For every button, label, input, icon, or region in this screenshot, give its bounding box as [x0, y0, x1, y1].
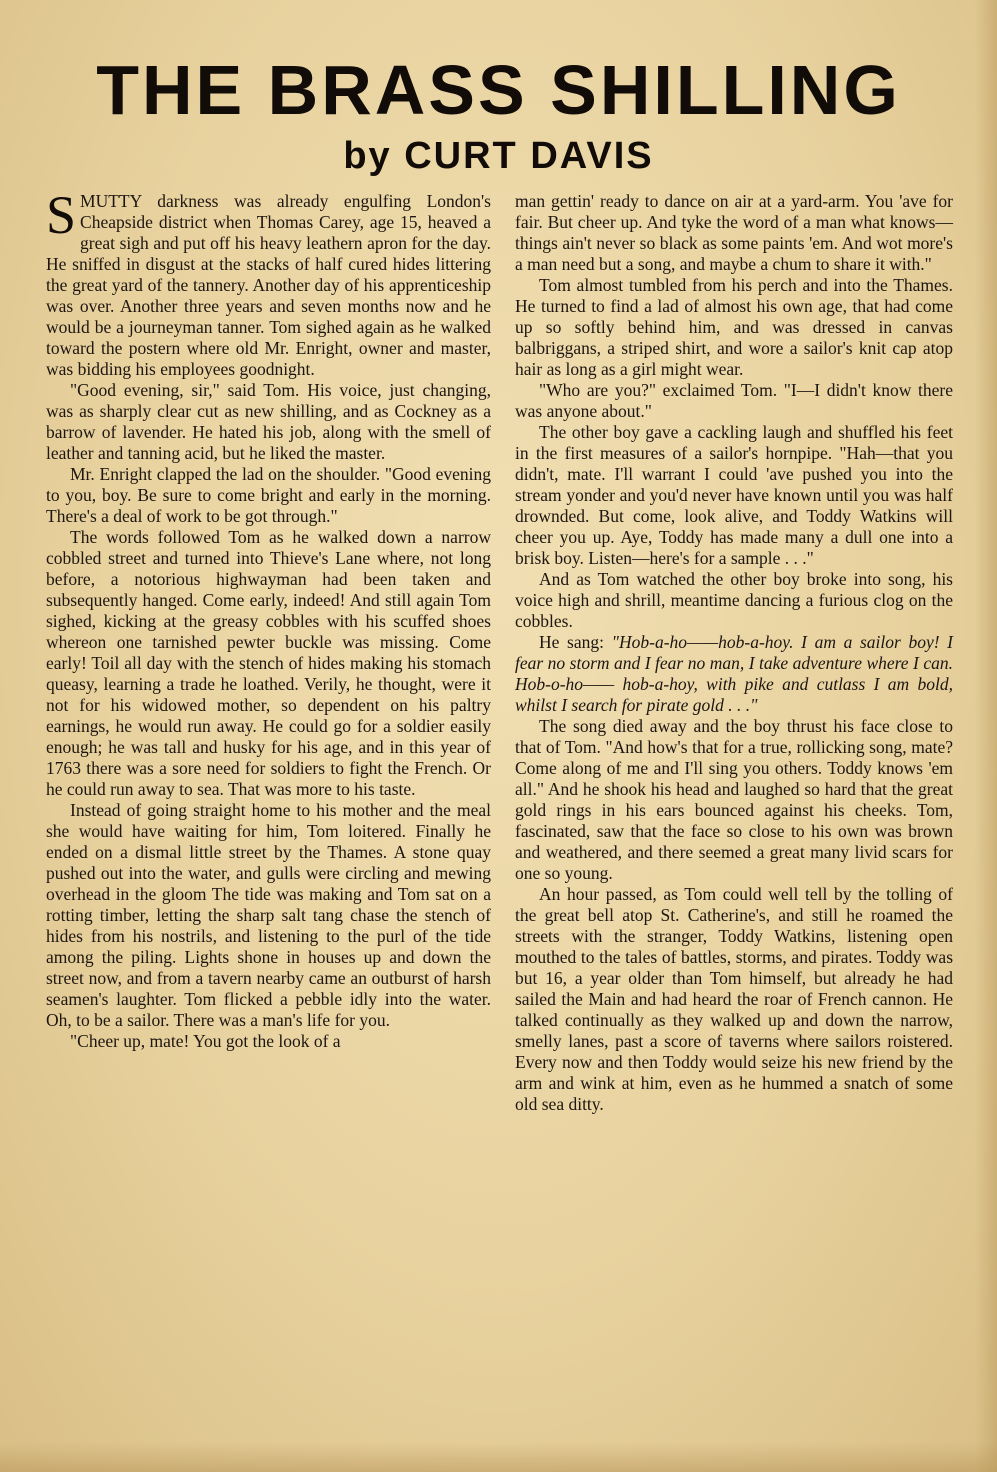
paragraph: "Good evening, sir," said Tom. His voice, just changing, was as sharply clear cut as new shilling, and as Cockney as a barrow of lavender. He hated his job, along with the smell of leather and tanning acid, but he liked the master. [46, 380, 491, 463]
page-bottom-shadow [0, 1442, 997, 1472]
page-edge-shadow [975, 0, 997, 1472]
song-lyrics: "Hob-a-ho——hob-a-hoy. I am a sailor boy! I fear no storm and I fear no man, I take adventure where I can. Hob-o-ho—— hob-a-hoy, with pike and cutlass I am bold, whilst I search for pirate gold . . ." [515, 632, 953, 715]
paragraph: The words followed Tom as he walked down a narrow cobbled street and turned into Thieve's Lane where, not long before, a notorious highwayman had been taken and subsequently hanged. Come early, indeed! And still again Tom sighed, kicking at the greasy cobbles with his scuffed shoes whereon one tarnished pewter buckle was missing. Come early! Toil all day with the stench of hides making his stomach queasy, learning a trade he loathed. Verily, he thought, were it not for his widowed mother, so dependent on his paltry earnings, he would run away. He could go for a soldier easily enough; he was tall and husky for his age, and in this year of 1763 there was a sore need for soldiers to fight the French. Or he could run away to sea. That was more to his taste. [46, 527, 491, 799]
paragraph: And as Tom watched the other boy broke into song, his voice high and shrill, meantime dancing a furious clog on the cobbles. [515, 569, 953, 631]
paragraph: "Who are you?" exclaimed Tom. "I—I didn't know there was anyone about." [515, 380, 953, 421]
left-column [46, 185, 491, 1052]
paragraph-continued: man gettin' ready to dance on air at a yard-arm. You 'ave for fair. But cheer up. And tyke the word of a man what knows—things ain't never so black as some paints 'em. And wot more's a man need but a song, and maybe a chum to share it with." [515, 191, 953, 274]
drop-cap: S [46, 185, 77, 245]
story-title: THE BRASS SHILLING [96, 51, 901, 129]
paragraph: The song died away and the boy thrust his face close to that of Tom. "And how's that for a true, rollicking song, mate? Come along of me and I'll sing you others. Toddy knows 'em all." And he shook his head and laughed so hard that the great gold rings in his ears bounced against his cheeks. Tom, fascinated, saw that the face so close to his own was brown and weathered, and there seemed a great many livid scars for one so young. [515, 716, 953, 883]
right-column [515, 191, 953, 1115]
paragraph: Tom almost tumbled from his perch and into the Thames. He turned to find a lad of almost his own age, that had come up so softly behind him, and was dressed in canvas balbriggans, a striped shirt, and wore a sailor's knit cap atop hair as long as a girl might wear. [515, 275, 953, 379]
paragraph: The other boy gave a cackling laugh and shuffled his feet in the first measures of a sailor's hornpipe. "Hah—that you didn't, mate. I'll warrant I could 'ave pushed you into the stream yonder and you'd never have known until you was half drownded. But come, look alive, and Toddy Watkins will cheer you up. Aye, Toddy has made many a dull one into a brisk boy. Listen—here's for a sample . . ." [515, 422, 953, 568]
paragraph: Instead of going straight home to his mother and the meal she would have waiting for him, Tom loitered. Finally he ended on a dismal little street by the Thames. A stone quay pushed out into the water, and gulls were circling and mewing overhead in the gloom The tide was making and Tom sat on a rotting timber, letting the sharp salt tang chase the stench of hides from his nostrils, and listening to the purl of the tide among the piling. Lights shone in houses up and down the street now, and from a tavern nearby came an outburst of harsh seamen's laughter. Tom flicked a pebble idly into the water. Oh, to be a sailor. There was a man's life for you. [46, 800, 491, 1030]
song-intro: He sang: [539, 632, 612, 652]
paragraph: Mr. Enright clapped the lad on the shoulder. "Good evening to you, boy. Be sure to come bright and early in the morning. There's a deal of work to be got through." [46, 464, 491, 526]
song-paragraph [515, 632, 953, 716]
story-byline: by CURT DAVIS [343, 135, 654, 177]
paragraph [46, 185, 491, 380]
paragraph-text: MUTTY darkness was already engulfing London's Cheapside district when Thomas Carey, age 15, heaved a great sigh and put off his heavy leathern apron for the day. He sniffed in disgust at the stacks of half cured hides littering the great yard of the tannery. Another day of his apprenticeship was over. Another three years and seven months now and he would be a journeyman tanner. Tom sighed again as he walked toward the postern where old Mr. Enright, owner and master, was bidding his employees goodnight. [46, 191, 491, 379]
paragraph: "Cheer up, mate! You got the look of a [70, 1031, 341, 1051]
paragraph: An hour passed, as Tom could well tell by the tolling of the great bell atop St. Catherine's, and still he roamed the streets with the stranger, Toddy Watkins, listening open mouthed to the tales of battles, storms, and pirates. Toddy was but 16, a year older than Tom himself, but already he had sailed the Main and had heard the roar of French cannon. He talked continually as they walked up and down the narrow, smelly lanes, past a score of taverns where sailors roistered. Every now and then Toddy would seize his new friend by the arm and wink at him, even as he hummed a snatch of some old sea ditty. [515, 884, 953, 1114]
